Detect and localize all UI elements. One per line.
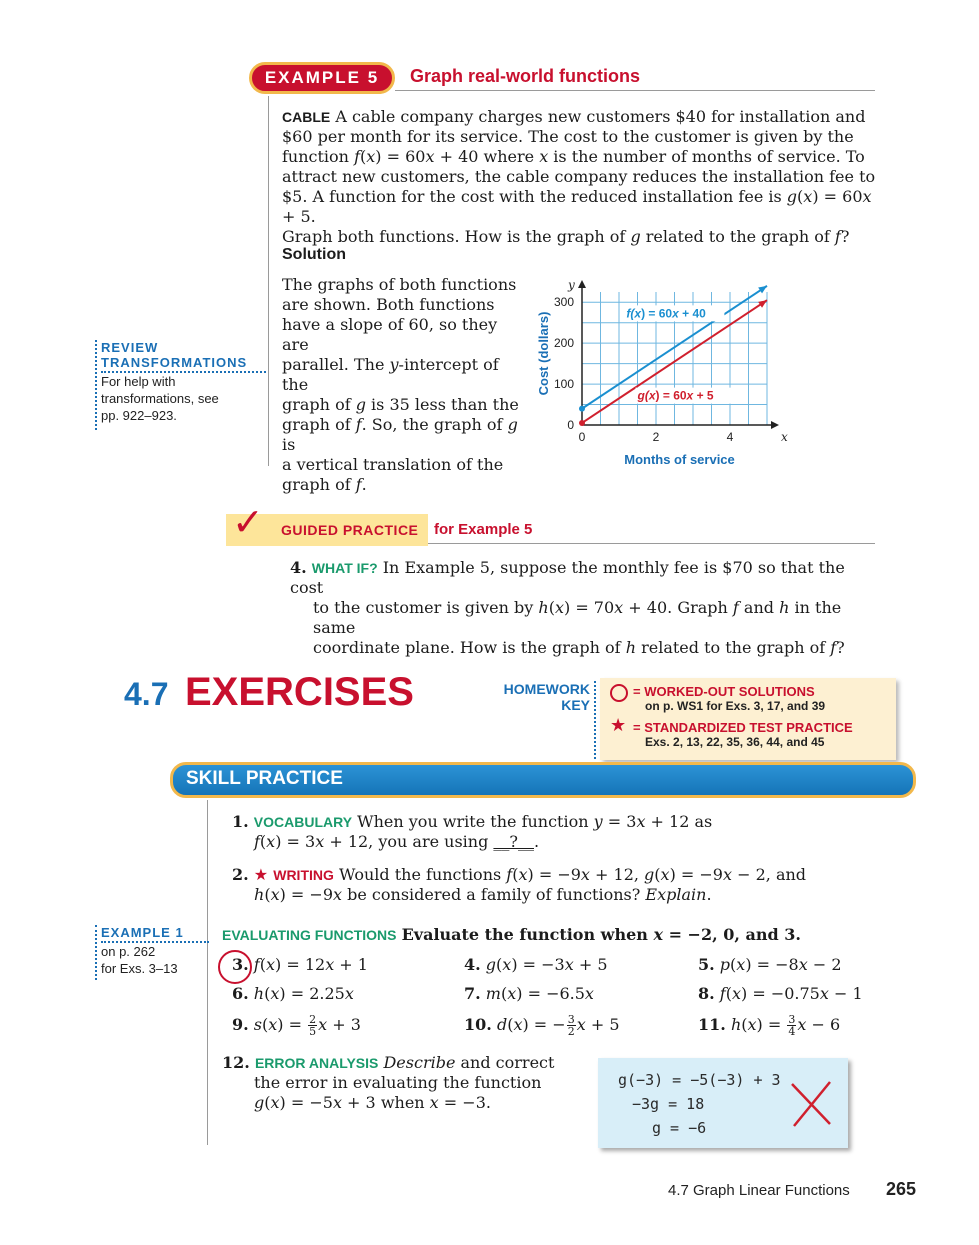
worked-solutions-key: = WORKED-OUT SOLUTIONS on p. WS1 for Exs. 3, 17, and 39 bbox=[633, 684, 826, 713]
evaluating-heading: EVALUATING FUNCTIONS Evaluate the function when x = −2, 0, and 3. bbox=[222, 925, 801, 944]
review-sidebar: REVIEW TRANSFORMATIONS For help with transformations, see pp. 922–923. bbox=[95, 340, 266, 430]
chart-y-var: y bbox=[568, 278, 575, 292]
exercise-2: 2. ★ WRITING Would the functions f(x) = −9x + 12, g(x) = −9x − 2, and h(x) = −9x be considered a family of functions? Explain. bbox=[232, 865, 807, 904]
chart-xlabel: Months of service bbox=[624, 452, 735, 467]
guided-for: for Example 5 bbox=[434, 521, 533, 538]
problem-item: 5. p(x) = −8x − 2 bbox=[698, 955, 842, 974]
error-work: g(−3) = −5(−3) + 3 −3g = 18 g = −6 bbox=[618, 1071, 781, 1137]
problem-item: 8. f(x) = −0.75x − 1 bbox=[698, 984, 863, 1003]
exercise-1: 1. VOCABULARY When you write the function y = 3x + 12 as f(x) = 3x + 12, you are using __?__. bbox=[232, 812, 713, 851]
problem-line: $5. A function for the cost with the reduced installation fee is g(x) = 60x + 5. bbox=[282, 187, 872, 226]
x-axis-arrow bbox=[771, 421, 779, 429]
fraction: $\frac{3}{2}$ bbox=[567, 1013, 575, 1038]
footer-section: 4.7 Graph Linear Functions bbox=[668, 1182, 850, 1199]
fraction: $\frac{2}{5}$ bbox=[309, 1013, 317, 1038]
worked-solutions-icon bbox=[610, 684, 628, 702]
problem-line: $60 per month for its service. The cost to the customer is given by the bbox=[282, 127, 854, 146]
problem-item: 3. f(x) = 12x + 1 bbox=[232, 955, 368, 974]
cost-graph bbox=[530, 275, 788, 470]
series-f-label: f(x) = 60x + 40 bbox=[626, 306, 706, 321]
problem-line: A cable company charges new customers $40 for installation and bbox=[335, 107, 866, 126]
page-number: 265 bbox=[886, 1179, 917, 1199]
x-tick-label: 4 bbox=[726, 430, 734, 444]
y-tick-label: 100 bbox=[553, 377, 574, 392]
y-tick-label: 0 bbox=[567, 418, 574, 432]
chart-ylabel: Cost (dollars) bbox=[536, 311, 551, 396]
x-tick-label: 0 bbox=[578, 430, 586, 444]
example-header-rule bbox=[395, 90, 875, 91]
cable-label: CABLE bbox=[282, 109, 331, 125]
series-g-label: g(x) = 60x + 5 bbox=[637, 388, 714, 403]
worked-solution-circle-icon bbox=[218, 950, 252, 984]
problem-line: attract new customers, the cable company reduces the installation fee to bbox=[282, 167, 876, 186]
x-tick-label: 2 bbox=[652, 430, 660, 444]
skill-practice-title: SKILL PRACTICE bbox=[186, 768, 343, 789]
example-title: Graph real-world functions bbox=[410, 66, 641, 86]
problem-line: function f(x) = 60x + 40 where x is the number of months of service. To bbox=[282, 147, 865, 166]
review-subtitle: TRANSFORMATIONS bbox=[101, 355, 266, 373]
guided-rule bbox=[428, 543, 875, 544]
homework-key-divider bbox=[594, 681, 596, 759]
y-axis-arrow bbox=[578, 280, 586, 288]
guided-problem: 4. WHAT IF? In Example 5, suppose the monthly fee is $70 so that the cost to the customer is given by h(x) = 70x + 40. Graph f and h in the same coordinate plane. How is the graph of h related to the graph of f? bbox=[290, 558, 845, 657]
series-arrow-1 bbox=[758, 300, 767, 308]
problem-item: 7. m(x) = −6.5x bbox=[464, 984, 594, 1003]
check-icon: ✓ bbox=[232, 500, 264, 544]
guided-title: GUIDED PRACTICE bbox=[281, 522, 419, 538]
test-practice-key: = STANDARDIZED TEST PRACTICE Exs. 2, 13, 22, 35, 36, 44, and 45 bbox=[633, 720, 853, 749]
series-intercept-point-1 bbox=[579, 420, 585, 426]
problem-item: 9. s(x) = $\frac{2}{5}$ x + 3 bbox=[232, 1013, 361, 1038]
example1-sidebar: EXAMPLE 1 on p. 262 for Exs. 3–13 bbox=[95, 925, 209, 980]
example1-title: EXAMPLE 1 bbox=[101, 925, 209, 943]
star-icon: ★ bbox=[610, 715, 627, 736]
section-number: 4.7 bbox=[124, 676, 169, 712]
exercise-12: 12. ERROR ANALYSIS Describe and correct the error in evaluating the function g(x) = −5x + 3 when x = −3. bbox=[222, 1053, 555, 1112]
problem-line: Graph both functions. How is the graph of g related to the graph of f? bbox=[282, 227, 850, 246]
problem-item: 6. h(x) = 2.25x bbox=[232, 984, 354, 1003]
error-x-icon bbox=[786, 1078, 836, 1130]
example-badge: EXAMPLE 5 bbox=[249, 62, 395, 94]
what-if-label: WHAT IF? bbox=[311, 560, 378, 576]
review-title: REVIEW bbox=[101, 340, 159, 355]
example-left-rule bbox=[268, 96, 269, 466]
example-problem bbox=[282, 107, 882, 247]
problem-item: 4. g(x) = −3x + 5 bbox=[464, 955, 608, 974]
solution-heading: Solution bbox=[282, 246, 346, 263]
exercises-title: EXERCISES bbox=[185, 670, 414, 714]
problem-item: 10. d(x) = − $\frac{3}{2}$ x + 5 bbox=[464, 1013, 620, 1038]
series-intercept-point-0 bbox=[579, 406, 585, 412]
fraction: $\frac{3}{4}$ bbox=[788, 1013, 796, 1038]
chart-x-var: x bbox=[781, 430, 788, 444]
homework-key-label: HOMEWORK KEY bbox=[503, 681, 590, 713]
y-tick-label: 300 bbox=[553, 295, 574, 310]
y-tick-label: 200 bbox=[553, 336, 574, 351]
series-arrow-0 bbox=[758, 286, 767, 294]
solution-text: The graphs of both functions are shown. Both functions have a slope of 60, so they are parallel. The y-intercept of the graph of g is 35 less than the graph of f. So, the graph of g is a vertical translation of the graph of f. bbox=[282, 275, 519, 494]
star-icon: ★ bbox=[253, 865, 269, 884]
problem-item: 11. h(x) = $\frac{3}{4}$ x − 6 bbox=[698, 1013, 841, 1038]
